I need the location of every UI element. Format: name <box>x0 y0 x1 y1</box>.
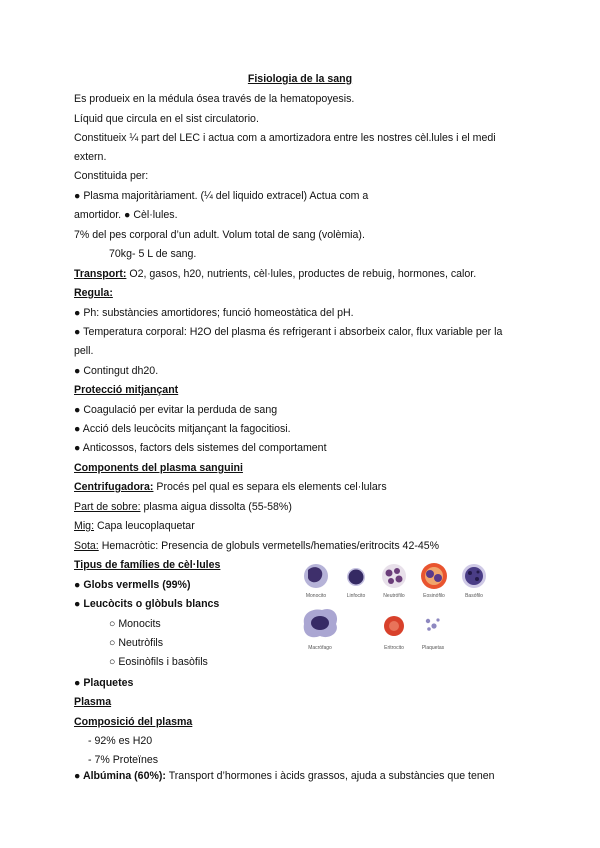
monocyte-cell-icon <box>304 564 328 588</box>
intro-line: Líquid que circula en el sist circulatorio. <box>74 113 259 125</box>
regula-item: ● Ph: substàncies amortidores; funció homeostàtica del pH. <box>74 307 354 319</box>
cell-label: Eosinófilo <box>423 593 445 599</box>
leucocit-subitem: ○ Neutròfils <box>109 637 164 649</box>
transport-line <box>74 267 476 281</box>
centrifugadora-label: Centrifugadora: <box>74 481 154 493</box>
composicio-item: - 92% es H20 <box>88 735 153 747</box>
cell-label: Macrófago <box>308 645 332 651</box>
proteccio-heading: Protecció mitjançant <box>74 384 179 396</box>
sota-label: Sota: <box>74 540 99 552</box>
families-heading: Tipus de famílies de cèl·lules <box>74 559 221 571</box>
cell-label: Plaquetas <box>421 645 445 651</box>
sobre-line <box>74 500 292 514</box>
plaquetes-item: ● Plaquetes <box>74 677 134 689</box>
cell-label: Neutrófilo <box>383 593 405 599</box>
intro-line: 7% del pes corporal d’un adult. Volum total de sang (volèmia). <box>74 229 365 241</box>
intro-line: ● Plasma majoritàriament. (¼ del liquido extracel) Actua com a <box>74 190 369 202</box>
composicio-item: - 7% Proteïnes <box>88 754 159 766</box>
intro-line: Constitueix ¼ part del LEC i actua com a amortizadora entre les nostres cèl.lules i el medi <box>74 132 496 144</box>
cell-label: Eritrocito <box>384 645 404 651</box>
proteccio-item: ● Acció dels leucòcits mitjançant la fagocitiosi. <box>74 423 291 435</box>
proteccio-item: ● Coagulació per evitar la perduda de sang <box>74 404 278 416</box>
intro-line: extern. <box>74 151 107 163</box>
globs-item: ● Globs vermells (99%) <box>74 579 191 591</box>
cell-label: Monocito <box>305 593 327 599</box>
composicio-heading: Composició del plasma <box>74 716 193 728</box>
cell-label: Linfocito <box>346 593 366 599</box>
regula-heading: Regula: <box>74 287 113 299</box>
leucocit-subitem: ○ Monocits <box>109 618 161 630</box>
intro-line: 70kg- 5 L de sang. <box>109 248 197 260</box>
centrifugadora-text: Procés pel qual es separa els elements cel·lulars <box>153 481 387 493</box>
transport-text: O2, gasos, h20, nutrients, cèl·lules, productes de rebuig, hormones, calor. <box>126 268 477 280</box>
neutrophil-cell-icon <box>382 564 406 588</box>
regula-item: ● Temperatura corporal: H2O del plasma és refrigerant i absorbeix calor, flux variable per la <box>74 326 503 338</box>
sota-text: Hemacròtic: Presencia de globuls vermetells/hematies/eritrocits 42-45% <box>98 540 440 552</box>
regula-item: pell. <box>74 345 94 357</box>
document-title: Fisiologia de la sang <box>247 73 353 85</box>
macrophage-cell-icon <box>304 609 337 637</box>
regula-item: ● Contingut dh20. <box>74 365 159 377</box>
albumina-text: Transport d’hormones i àcids grassos, ajuda a substàncies que tenen <box>165 770 495 782</box>
sobre-text: plasma aigua dissolta (55-58%) <box>140 501 292 513</box>
mig-label: Mig: <box>74 520 95 532</box>
albumina-label: ● Albúmina (60%): <box>74 770 166 782</box>
sobre-label: Part de sobre: <box>74 501 141 513</box>
intro-line: amortidor. ● Cèl·lules. <box>74 209 178 221</box>
blood-cells-figure <box>300 560 526 660</box>
proteccio-item: ● Anticossos, factors dels sistemes del comportament <box>74 442 327 454</box>
centrifugadora-line <box>74 480 387 494</box>
intro-line: Es produeix en la médula ósea través de la hematopoyesis. <box>74 93 355 105</box>
lymphocyte-cell-icon <box>347 568 365 586</box>
eosinophil-cell-icon <box>421 563 447 589</box>
transport-label: Transport: <box>74 268 127 280</box>
components-heading: Components del plasma sanguini <box>74 462 243 474</box>
cell-label: Basófilo <box>465 593 483 599</box>
albumina-line <box>74 769 495 783</box>
intro-line: Constituida per: <box>74 170 149 182</box>
sota-line <box>74 539 439 553</box>
platelets-cell-icon <box>426 618 440 630</box>
leucocit-subitem: ○ Eosinòfils i basòfils <box>109 656 208 668</box>
leucocits-item: ● Leucòcits o glòbuls blancs <box>74 598 220 610</box>
mig-line <box>74 519 195 533</box>
mig-text: Capa leucoplaquetar <box>94 520 195 532</box>
basophil-cell-icon <box>462 564 486 588</box>
plasma-heading: Plasma <box>74 696 112 708</box>
erythrocyte-cell-icon <box>384 616 404 636</box>
